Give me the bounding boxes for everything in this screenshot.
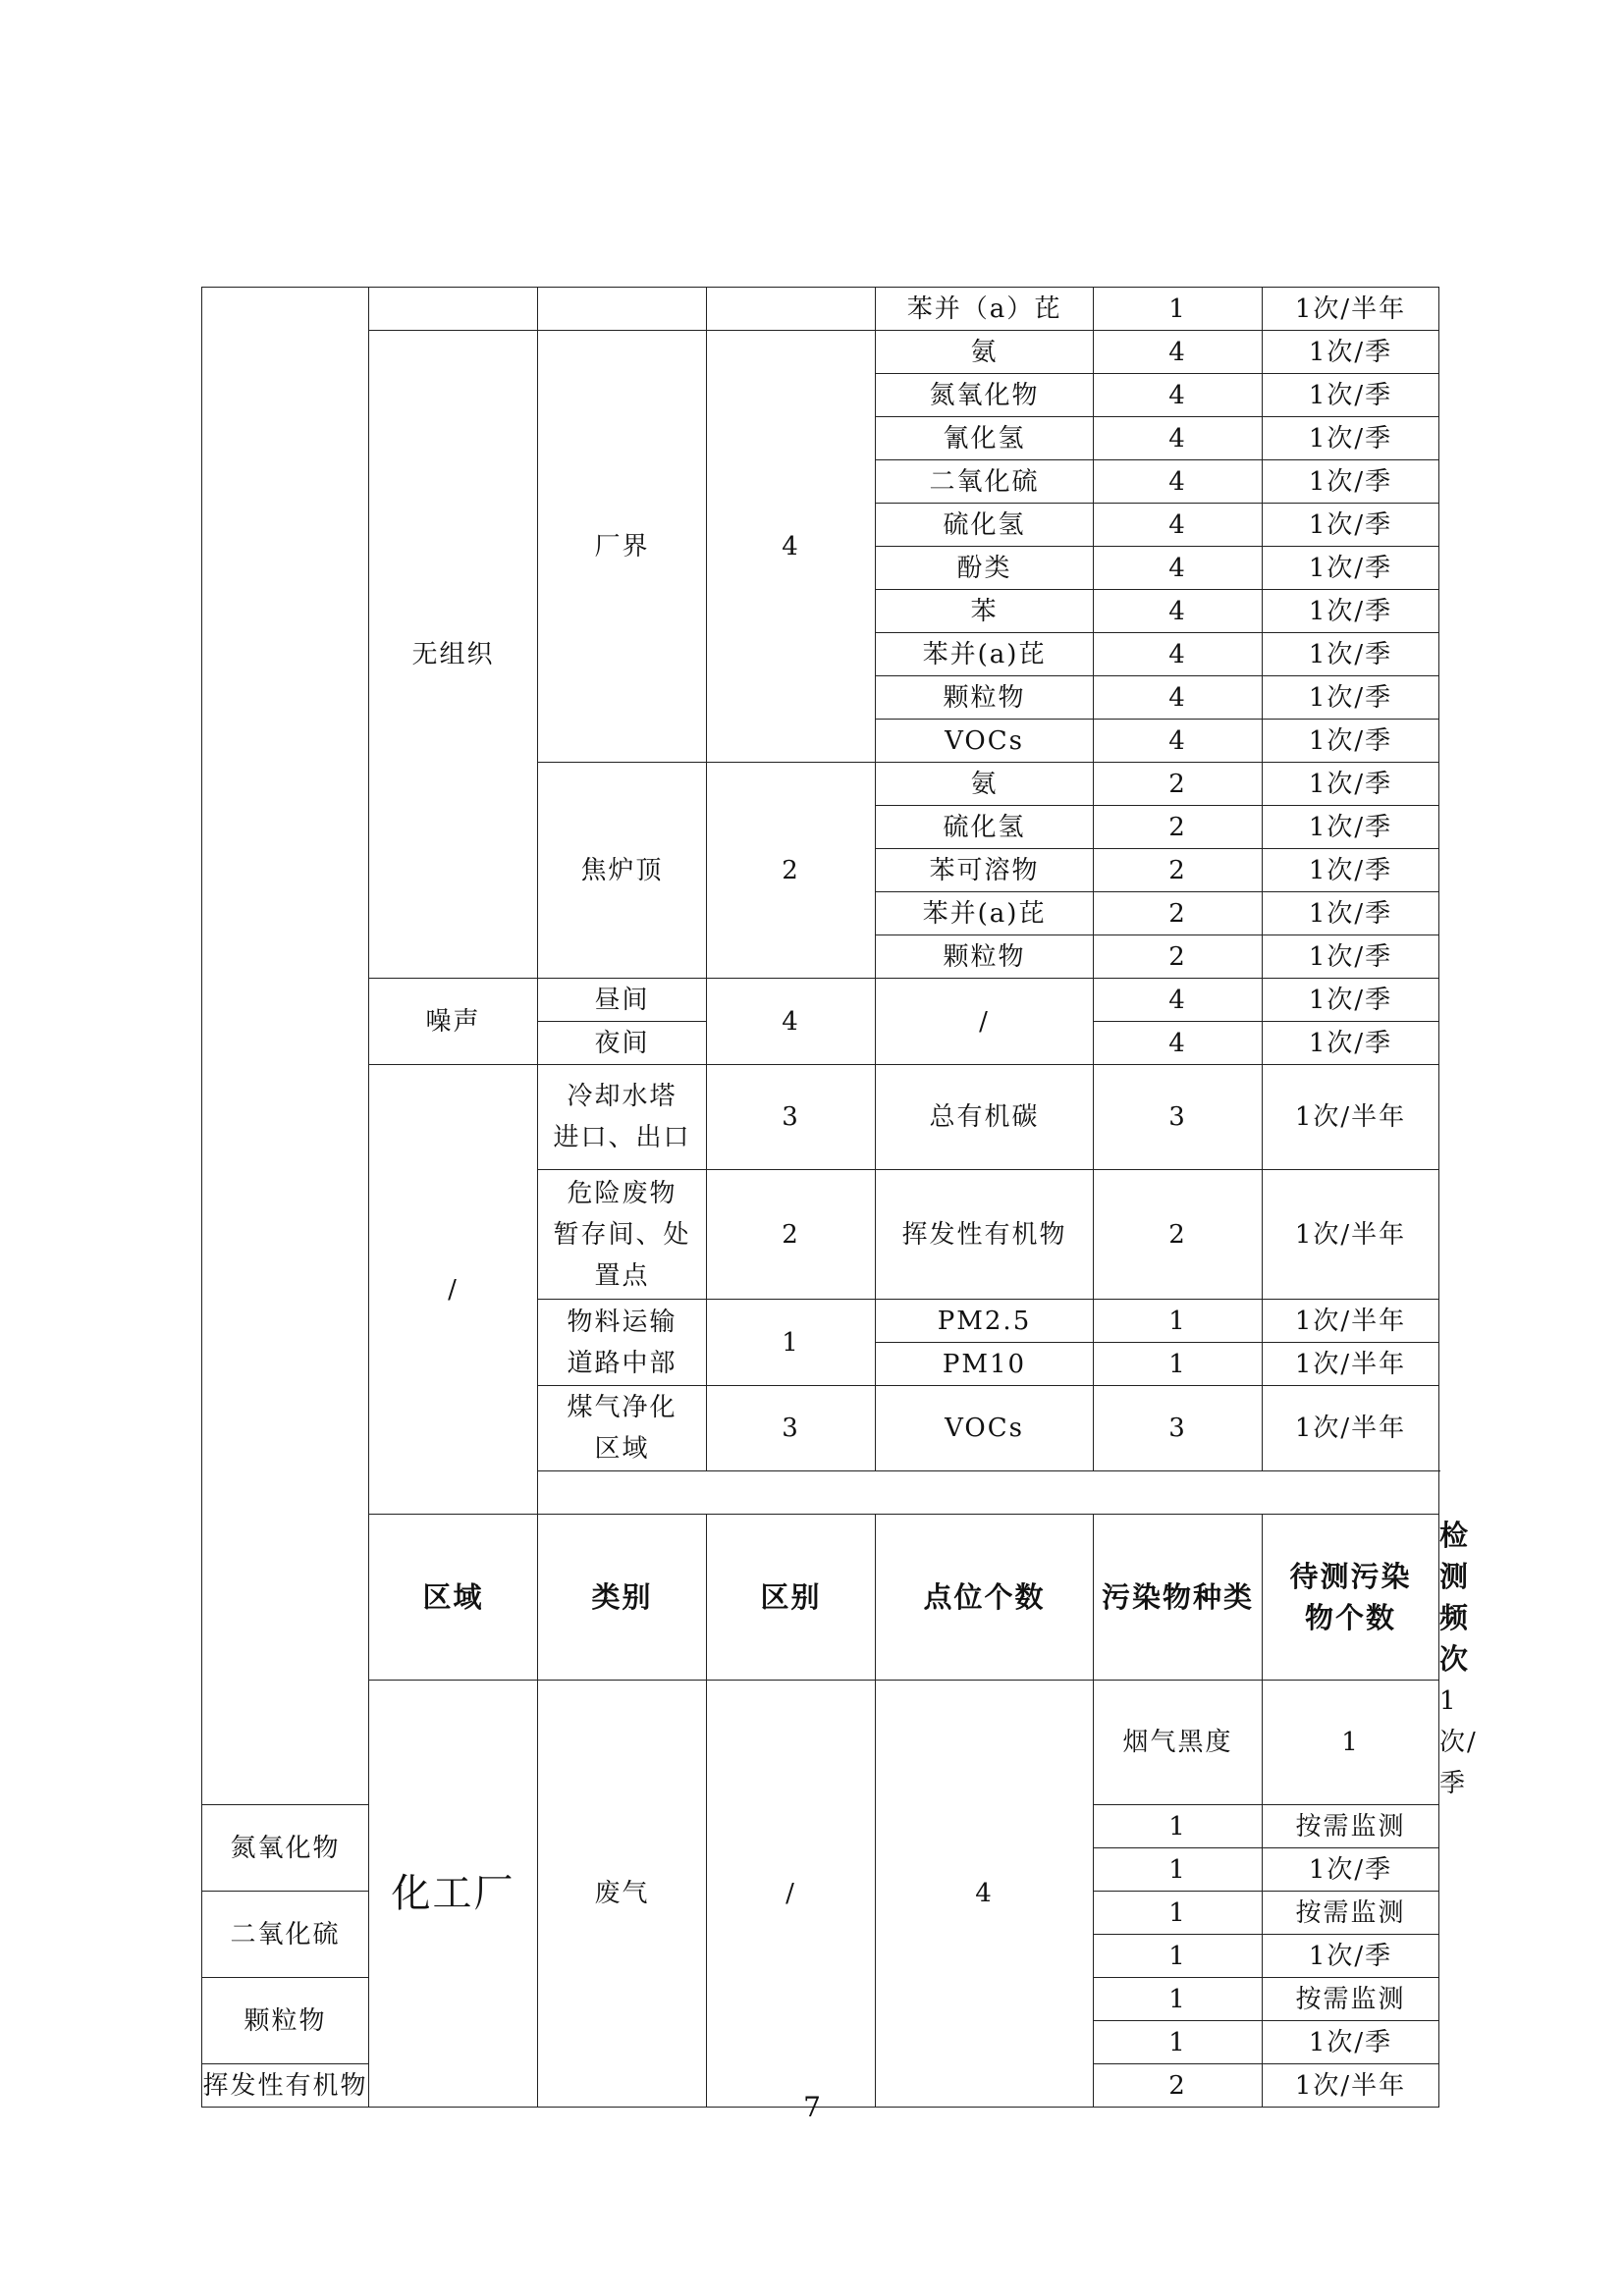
pollutant-cell: 苯并（a）芘 <box>876 288 1094 331</box>
points-cell: 4 <box>707 979 876 1065</box>
frequency-cell: 1次/半年 <box>1263 1170 1439 1300</box>
pollutant-cell: 硫化氢 <box>876 806 1094 849</box>
pollutant-cell: 二氧化硫 <box>202 1892 369 1978</box>
frequency-cell: 1次/季 <box>1263 417 1439 460</box>
count-cell: 1 <box>1094 1892 1263 1935</box>
count-cell: 2 <box>1094 1170 1263 1300</box>
count-cell: 1 <box>1094 1848 1263 1892</box>
count-cell: 3 <box>1094 1065 1263 1170</box>
pollutant-cell: 酚类 <box>876 547 1094 590</box>
points-cell: 4 <box>876 1681 1094 2108</box>
pollutant-cell: VOCs <box>876 720 1094 763</box>
frequency-cell: 1次/季 <box>1263 331 1439 374</box>
count-cell: 2 <box>1094 763 1263 806</box>
pollutant-cell: 颗粒物 <box>202 1978 369 2064</box>
frequency-cell: 1次/季 <box>1263 849 1439 892</box>
frequency-cell: 1次/季 <box>1263 720 1439 763</box>
pollutant-cell: 颗粒物 <box>876 935 1094 979</box>
pollutant-cell: 二氧化硫 <box>876 460 1094 504</box>
count-cell: 4 <box>1094 547 1263 590</box>
frequency-cell: 1次/季 <box>1263 1022 1439 1065</box>
pollutant-cell: 颗粒物 <box>876 676 1094 720</box>
count-cell: 2 <box>1094 2064 1263 2108</box>
pollutant-cell: VOCs <box>876 1386 1094 1471</box>
category-cell: 噪声 <box>369 979 538 1065</box>
frequency-cell: 1次/半年 <box>1263 1065 1439 1170</box>
frequency-cell: 按需监测 <box>1263 1805 1439 1848</box>
count-cell: 4 <box>1094 590 1263 633</box>
area-cell: 化工厂 <box>369 1681 538 2108</box>
frequency-cell: 1次/季 <box>1263 892 1439 935</box>
zone-cell <box>538 1386 707 1471</box>
frequency-cell: 1次/季 <box>1263 633 1439 676</box>
count-cell: 4 <box>1094 633 1263 676</box>
pollutant-cell: 氰化氢 <box>876 417 1094 460</box>
pollutant-cell: 苯可溶物 <box>876 849 1094 892</box>
zone-cell: 厂界 <box>538 331 707 763</box>
pollutant-cell: 苯并(a)芘 <box>876 892 1094 935</box>
count-cell: 1 <box>1094 2021 1263 2064</box>
count-cell: 4 <box>1094 460 1263 504</box>
frequency-cell: 1次/季 <box>1263 590 1439 633</box>
frequency-cell: 1次/季 <box>1263 979 1439 1022</box>
zone-cell: 昼间 <box>538 979 707 1022</box>
frequency-cell: 1次/半年 <box>1263 1386 1439 1471</box>
points-cell: 3 <box>707 1386 876 1471</box>
count-cell: 4 <box>1094 417 1263 460</box>
pollutant-cell: 挥发性有机物 <box>876 1170 1094 1300</box>
frequency-cell: 1次/半年 <box>1263 288 1439 331</box>
pollutant-cell: 氮氧化物 <box>202 1805 369 1892</box>
header-zone: 区别 <box>707 1515 876 1681</box>
zone-cell: / <box>707 1681 876 2108</box>
count-cell: 1 <box>1094 1300 1263 1343</box>
count-cell: 2 <box>1094 892 1263 935</box>
pollutant-cell: 氮氧化物 <box>876 374 1094 417</box>
pollutant-cell: 苯 <box>876 590 1094 633</box>
blank-cell <box>707 288 876 331</box>
page-number: 7 <box>803 2091 821 2123</box>
frequency-cell: 按需监测 <box>1263 1978 1439 2021</box>
frequency-cell: 1次/季 <box>1263 547 1439 590</box>
frequency-cell: 1次/季 <box>1263 676 1439 720</box>
pollutant-cell: / <box>876 979 1094 1065</box>
frequency-cell: 1次/半年 <box>1263 1300 1439 1343</box>
header-category: 类别 <box>538 1515 707 1681</box>
category-cell: 无组织 <box>369 331 538 979</box>
frequency-cell: 1次/季 <box>1263 460 1439 504</box>
count-cell: 1 <box>1094 1935 1263 1978</box>
pollutant-cell: 挥发性有机物 <box>202 2064 369 2108</box>
count-cell: 1 <box>1094 288 1263 331</box>
count-cell: 4 <box>1094 504 1263 547</box>
zone-line: 物料运输 <box>567 1307 677 1337</box>
points-cell: 4 <box>707 331 876 763</box>
category-cell: / <box>369 1065 538 1515</box>
count-cell: 4 <box>1094 720 1263 763</box>
count-cell: 4 <box>1094 331 1263 374</box>
blank-cell <box>369 288 538 331</box>
pollutant-cell: 烟气黑度 <box>1094 1681 1263 1805</box>
pollutant-cell: 硫化氢 <box>876 504 1094 547</box>
zone-cell: 焦炉顶 <box>538 763 707 979</box>
header-count <box>1263 1515 1439 1681</box>
pollutant-cell: 氨 <box>876 763 1094 806</box>
count-cell: 3 <box>1094 1386 1263 1471</box>
count-cell: 1 <box>1094 1978 1263 2021</box>
points-cell: 1 <box>707 1300 876 1386</box>
frequency-cell: 1次/季 <box>1263 504 1439 547</box>
count-cell: 4 <box>1094 1022 1263 1065</box>
frequency-cell: 1次/季 <box>1263 1935 1439 1978</box>
frequency-cell: 1次/季 <box>1263 763 1439 806</box>
points-cell: 2 <box>707 763 876 979</box>
zone-line: 进口、出口 <box>553 1123 691 1152</box>
frequency-cell: 1次/季 <box>1263 374 1439 417</box>
points-cell: 2 <box>707 1170 876 1300</box>
zone-line: 区域 <box>594 1434 650 1464</box>
zone-line: 危险废物 <box>567 1178 677 1208</box>
frequency-cell: 按需监测 <box>1263 1892 1439 1935</box>
monitoring-table: 苯并（a）芘 1 1次/半年 无组织 厂界 4 氨 4 1次/季 氮氧化物 4 1次/季 氰化氢 4 1次/季 二氧化硫 4 1次/季 硫化氢 4 1次/季 酚类 4 1次/季 苯 4 1次/季 苯并(a)芘 4 1次/季 颗粒物 4 1次/季 VOCs 4 1次/季 焦炉顶 2 氨 2 1次/季 硫化氢 2 1次/季 苯可溶物 2 1次/季 苯并(a)芘 2 1次/季 颗粒物 2 1次/季 噪声 昼间 4 / 4 1次/季 夜间 4 1次/季 / 冷却水塔 进口、出口 3 总有机碳 3 1次/半年 危险废物 暂存间、处 置点 2 挥发性有机物 2 1次/半年 物料运输 道路中部 1 PM2.5 1 1次/半年 PM10 1 1次/半年 煤气净化 区域 3 VOCs 3 1次/半年 区域 类别 区别 点位个数 污染物种类 待测污染 物个数 检测频次 化工厂 废气 / 4 烟气黑度 1 1次/季 氮氧化物 1 按需监测 1 1次/季 二氧化硫 1 按需监测 1 1次/季 颗粒物 1 按需监测 1 1次/季 挥发性有机物 2 1次/半年 <box>201 287 1439 2108</box>
zone-line: 道路中部 <box>567 1348 677 1378</box>
count-cell: 2 <box>1094 806 1263 849</box>
header-points: 点位个数 <box>876 1515 1094 1681</box>
frequency-cell: 1次/季 <box>1263 806 1439 849</box>
pollutant-cell: 氨 <box>876 331 1094 374</box>
zone-cell <box>538 1065 707 1170</box>
pollutant-cell: 总有机碳 <box>876 1065 1094 1170</box>
count-cell: 1 <box>1094 1805 1263 1848</box>
frequency-cell: 1次/半年 <box>1263 2064 1439 2108</box>
header-count-line: 物个数 <box>1304 1601 1396 1634</box>
frequency-cell: 1次/季 <box>1263 1848 1439 1892</box>
frequency-cell: 1次/半年 <box>1263 1343 1439 1386</box>
frequency-cell: 1次/季 <box>1263 935 1439 979</box>
blank-cell <box>538 288 707 331</box>
pollutant-cell: PM2.5 <box>876 1300 1094 1343</box>
zone-line: 置点 <box>594 1260 650 1291</box>
count-cell: 1 <box>1263 1681 1439 1805</box>
header-pollutant: 污染物种类 <box>1094 1515 1263 1681</box>
separator-row <box>538 1471 1439 1515</box>
category-cell: 废气 <box>538 1681 707 2108</box>
count-cell: 4 <box>1094 979 1263 1022</box>
zone-cell <box>538 1170 707 1300</box>
points-cell: 3 <box>707 1065 876 1170</box>
count-cell: 4 <box>1094 374 1263 417</box>
header-area: 区域 <box>369 1515 538 1681</box>
pollutant-cell: 苯并(a)芘 <box>876 633 1094 676</box>
pollutant-cell: PM10 <box>876 1343 1094 1386</box>
zone-line: 煤气净化 <box>567 1393 677 1422</box>
count-cell: 2 <box>1094 849 1263 892</box>
count-cell: 2 <box>1094 935 1263 979</box>
header-count-line: 待测污染 <box>1289 1560 1412 1593</box>
area-cell <box>202 288 369 1805</box>
count-cell: 1 <box>1094 1343 1263 1386</box>
frequency-cell: 1次/季 <box>1263 2021 1439 2064</box>
zone-cell: 夜间 <box>538 1022 707 1065</box>
count-cell: 4 <box>1094 676 1263 720</box>
zone-line: 冷却水塔 <box>567 1082 677 1111</box>
zone-cell <box>538 1300 707 1386</box>
zone-line: 暂存间、处 <box>553 1219 691 1250</box>
